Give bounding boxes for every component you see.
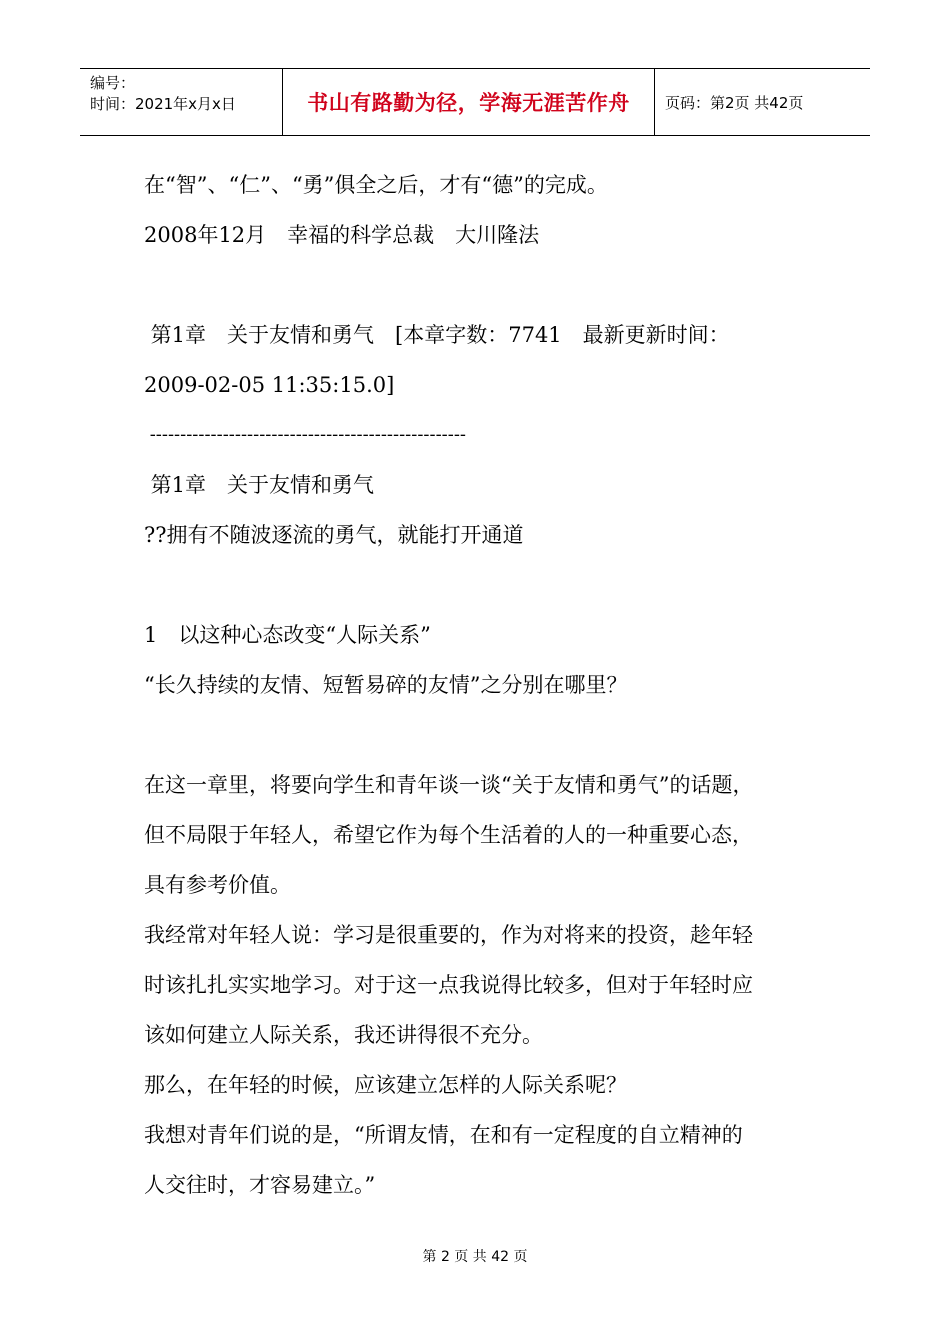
text-line: 2008年12月 幸福的科学总裁 大川隆法 <box>144 223 540 247</box>
blank-line <box>144 260 844 310</box>
paragraph-line: 在这一章里，将要向学生和青年谈一谈“关于友情和勇气”的话题， <box>144 773 754 797</box>
chapter-title-line: 第1章 关于友情和勇气 [本章字数：7741 最新更新时间： <box>144 323 730 347</box>
header-motto-cell <box>282 69 655 135</box>
paragraph-line: 该如何建立人际关系，我还讲得很不充分。 <box>144 1023 543 1047</box>
header-page-info-cell <box>655 69 870 135</box>
header-table <box>80 68 870 136</box>
blank-line <box>144 710 844 760</box>
time-label: 时间：2021年x月x日 <box>90 95 236 113</box>
paragraph-line: 那么，在年轻的时候，应该建立怎样的人际关系呢？ <box>144 1073 627 1097</box>
section-heading: 1 以这种心态改变“人际关系” <box>144 623 431 647</box>
page-footer: 第 2 页 共 42 页 <box>422 1249 528 1265</box>
chapter-heading: 第1章 关于友情和勇气 <box>144 473 375 497</box>
subtitle-line: ??拥有不随波逐流的勇气，就能打开通道 <box>144 523 524 547</box>
separator-line: ---------------------------------------------------- <box>144 424 466 445</box>
paragraph-line: 具有参考价值。 <box>144 873 291 897</box>
motto: 书山有路勤为径，学海无涯苦作舟 <box>307 91 630 115</box>
text-line: 在“智”、“仁”、“勇”俱全之后，才有“德”的完成。 <box>144 173 608 197</box>
section-question: “长久持续的友情、短暂易碎的友情”之分别在哪里？ <box>144 673 628 697</box>
blank-line <box>144 560 844 610</box>
page-info: 页码：第2页 共42页 <box>665 93 804 112</box>
number-label: 编号： <box>90 74 136 92</box>
paragraph-line: 我想对青年们说的是，“所谓友情，在和有一定程度的自立精神的 <box>144 1123 743 1147</box>
paragraph-line: 我经常对年轻人说：学习是很重要的，作为对将来的投资，趁年轻 <box>144 923 753 947</box>
paragraph-line: 但不局限于年轻人，希望它作为每个生活着的人的一种重要心态， <box>144 823 753 847</box>
paragraph-line: 时该扎扎实实地学习。对于这一点我说得比较多，但对于年轻时应 <box>144 973 753 997</box>
document-body <box>144 160 844 1210</box>
header-meta <box>80 69 282 135</box>
paragraph-line: 人交往时，才容易建立。” <box>144 1173 376 1197</box>
update-time-line: 2009-02-05 11:35:15.0] <box>144 373 395 397</box>
